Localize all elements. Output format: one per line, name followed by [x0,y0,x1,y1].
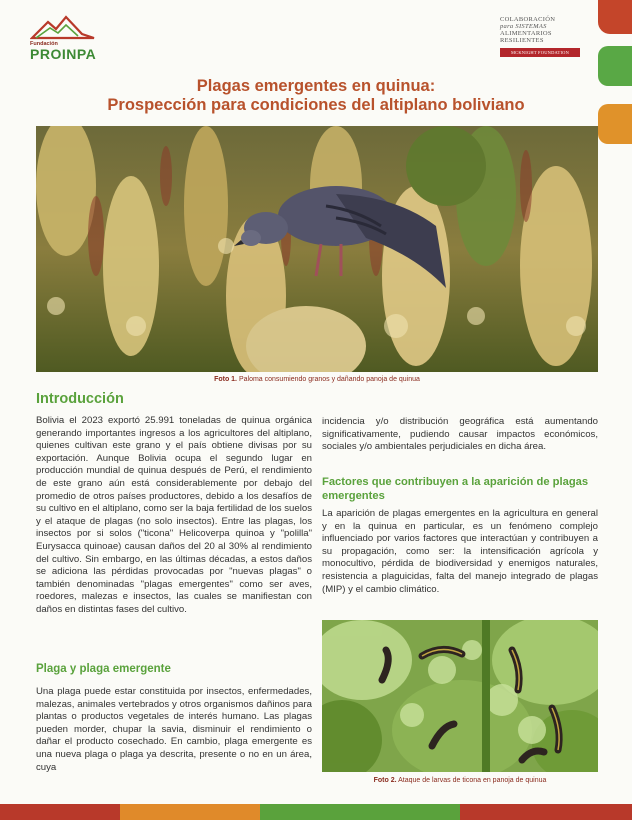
footer-band-red-2 [460,804,632,820]
partner-line-2: para SISTEMAS [500,23,547,30]
heading-plaga-emergente: Plaga y plaga emergente [36,663,171,675]
factores-text: La aparición de plagas emergentes en la agricultura en general y en la quinua en particular, es un fenómeno complejo influenciado por varios factores que interactúan y contribuyen a su propagación, como ser: la intensificación agrícola y monocultivo, pérdida de biodiversidad y enemigos naturales, resistencia a plaguicidas, falta del manejo integrado de plagas (MIP) y el cambio climático. [322,508,598,595]
partner-bar: MCKNIGHT FOUNDATION [500,48,580,57]
photo-pigeon-quinoa [36,126,598,372]
mountain-logo-icon [30,14,96,40]
page-title-line-2: Prospección para condiciones del altiplano boliviano [107,96,525,114]
footer-band-red [0,804,120,820]
partner-line-4: RESILIENTES [500,37,544,44]
page-title-line-1: Plagas emergentes en quinua: [196,77,436,95]
photo1-caption-text: Paloma consumiendo granos y dañando panoja de quinua [237,376,420,383]
red-tab [598,0,632,34]
plaga-text: Una plaga puede estar constituida por insectos, enfermedades, malezas, animales vertebrados y otros organismos dañinos para plantas o productos vegetales de interés humano. Las plagas pueden morder, chupar la savia, disminuir el rendimiento o dañar el producto cosechado. En cambio, plaga emergente es una nueva plaga o plaga ya descrita, presente o no en un área, cuya [36,686,312,773]
logo-proinpa: PROINPA [30,46,97,62]
footer-band-orange [120,804,260,820]
photo1-caption-label: Foto 1. [214,376,238,383]
photo2-caption-text: Ataque de larvas de ticona en panoja de quinua [396,777,547,784]
intro-text: Bolivia el 2023 exportó 25.991 toneladas de quinua orgánica generando importantes ingresos a los agricultores del altiplano, quienes cultivan este grano y el país obtiene divisas por su exportación. Aunque Bolivia ocupa el segundo lugar en producción mundial de quinua después de Perú, el rendimiento de este grano aún está considerablemente por debajo del promedio de otros países productores, debido a los desafíos de su cultivo en el altiplano, como ser la baja fertilidad de los suelos y el ataque de plagas (no solo insectos). Entre las plagas, los insectos por si solos ("ticona" Helicoverpa quinoa y "polilla" Eurysacca quinoae) causan daños del 20 al 30% al rendimiento del cultivo. Sin embargo, en las últimas décadas, a estos daños se adiciona las pérdidas provocadas por "nuevas plagas" o también denominadas "plagas emergentes" como ser aves, roedores, malezas e insectos, las cuales se manifiestan con daños en distintas fases del cultivo. [36,415,312,615]
heading-factores: Factores que contribuyen a la aparición de plagas emergentes [322,476,589,502]
intro-paragraph [36,415,312,657]
footer-band-green [260,804,460,820]
ccrp-logo [500,16,580,57]
plaga-continuation [322,416,598,470]
photo2-caption-label: Foto 2. [373,777,397,784]
logo-fundacion: Fundación [30,41,58,47]
photo2-caption [322,777,598,784]
factores-paragraph [322,508,598,616]
heading-introduccion: Introducción [36,391,124,407]
proinpa-logo [30,14,110,61]
partner-line-3: ALIMENTARIOS [500,30,552,37]
plaga-continuation-text: incidencia y/o distribución geográfica está aumentando significativamente, pudiendo causar impactos económicos, sociales y/o ambientales perjudiciales en dicha área. [322,416,598,453]
photo1-caption [36,376,598,383]
plaga-paragraph [36,686,312,802]
footer-color-band [0,804,632,820]
partner-line-1: COLABORACIÓN [500,16,556,23]
photo-larvae-quinoa [322,620,598,772]
